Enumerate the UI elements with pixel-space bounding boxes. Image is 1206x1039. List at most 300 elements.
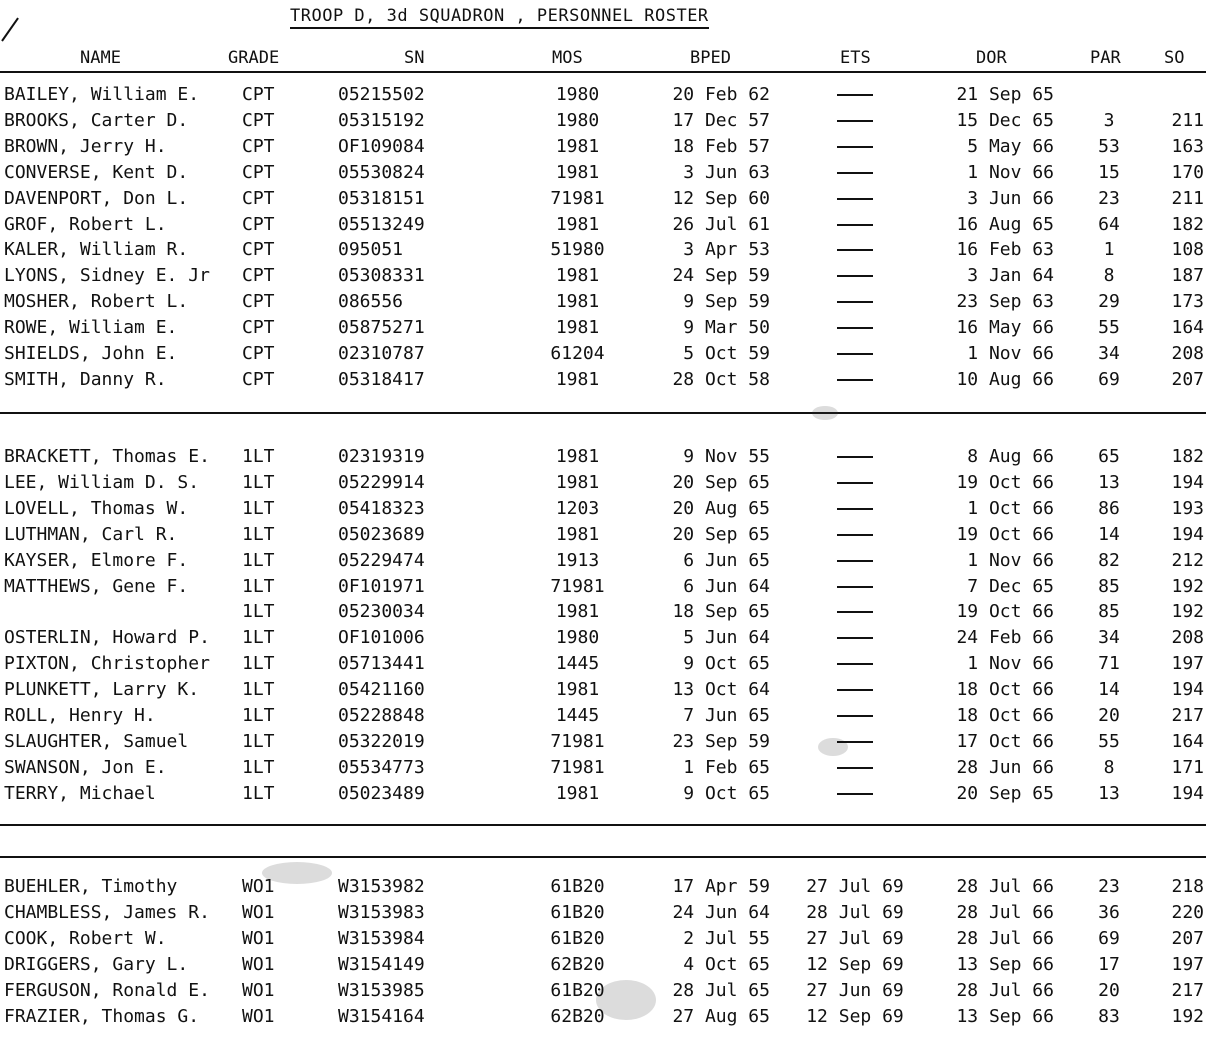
cell-bped: 24 Jun 64 [672, 901, 770, 923]
cell-sn: 05229914 [338, 471, 425, 493]
cell-par: 69 [1098, 927, 1120, 949]
cell-par: 55 [1098, 317, 1120, 339]
table-row [0, 446, 1206, 472]
cell-par: 83 [1098, 1005, 1120, 1027]
cell-so: 217 [1171, 705, 1204, 726]
cell-so: 193 [1171, 497, 1204, 519]
cell-bped: 9 Mar 50 [683, 317, 770, 339]
ink-blot [812, 406, 838, 420]
cell-grade: 1LT [242, 756, 275, 778]
ets-dash [837, 120, 873, 122]
cell-dor: 3 Jan 64 [967, 265, 1054, 287]
ets-dash [837, 637, 873, 639]
cell-ets [790, 291, 920, 313]
cell-dor: 1 Nov 66 [967, 653, 1054, 675]
cell-ets: 12 Sep 69 [806, 1005, 904, 1027]
cell-so: 187 [1171, 265, 1204, 287]
cell-name: FERGUSON, Ronald E. [4, 979, 210, 1001]
cell-mos: 1981 [555, 368, 600, 390]
cell-ets: 27 Jul 69 [806, 927, 904, 949]
header-dor: DOR [976, 48, 1007, 68]
cell-mos: 1981 [555, 782, 600, 804]
cell-name: BRACKETT, Thomas E. [4, 446, 210, 467]
cell-mos: 61B20 [550, 979, 605, 1001]
cell-dor: 16 May 66 [956, 317, 1054, 339]
cell-dor: 19 Oct 66 [956, 601, 1054, 623]
cell-bped: 23 Sep 59 [672, 730, 770, 752]
ets-dash [837, 767, 873, 769]
roster-title: TROOP D, 3d SQUADRON , PERSONNEL ROSTER [290, 6, 709, 29]
cell-ets [790, 757, 920, 779]
cell-mos: 1203 [555, 497, 600, 519]
cell-dor: 1 Nov 66 [967, 549, 1054, 571]
ets-dash [837, 94, 873, 96]
cell-bped: 20 Sep 65 [672, 523, 770, 545]
cell-ets [790, 84, 920, 106]
header-so: SO [1164, 48, 1185, 68]
cell-name: CONVERSE, Kent D. [4, 161, 189, 183]
cell-par: 69 [1098, 368, 1120, 390]
cell-grade: 1LT [242, 601, 275, 623]
cell-so: 208 [1171, 343, 1204, 364]
cell-ets [790, 601, 920, 623]
cell-bped: 27 Aug 65 [672, 1005, 770, 1027]
cell-mos: 1445 [555, 653, 600, 675]
cell-par: 8 [1103, 756, 1115, 778]
cell-ets [790, 550, 920, 572]
cell-ets [790, 162, 920, 184]
table-row [0, 265, 1206, 291]
cell-par: 23 [1098, 876, 1120, 897]
cell-grade: 1LT [242, 446, 275, 467]
cell-so: 194 [1171, 679, 1204, 701]
cell-sn: OF101006 [338, 627, 425, 649]
cell-bped: 9 Sep 59 [683, 291, 770, 313]
cell-sn: 05534773 [338, 756, 425, 778]
cell-mos: 71981 [550, 187, 605, 209]
cell-mos: 61204 [550, 343, 605, 364]
ets-dash [837, 379, 873, 381]
cell-so: 220 [1171, 901, 1204, 923]
cell-grade: WO1 [242, 979, 275, 1001]
ets-dash [837, 560, 873, 562]
cell-mos: 1981 [555, 213, 600, 235]
cell-grade: 1LT [242, 653, 275, 675]
cell-so: 108 [1171, 239, 1204, 261]
cell-name: TERRY, Michael [4, 782, 156, 804]
table-row [0, 954, 1206, 980]
table-row [0, 601, 1206, 627]
cell-bped: 17 Apr 59 [672, 876, 770, 897]
ets-dash [837, 482, 873, 484]
cell-grade: CPT [242, 265, 275, 287]
cell-ets [790, 653, 920, 675]
cell-dor: 17 Oct 66 [956, 730, 1054, 752]
cell-name: LOVELL, Thomas W. [4, 497, 189, 519]
cell-so: 217 [1171, 979, 1204, 1001]
cell-sn: 05308331 [338, 265, 425, 287]
cell-par: 17 [1098, 953, 1120, 975]
ets-dash [837, 172, 873, 174]
table-row [0, 902, 1206, 928]
ets-dash [837, 715, 873, 717]
cell-sn: W3153983 [338, 901, 425, 923]
cell-ets [790, 317, 920, 339]
cell-dor: 16 Feb 63 [956, 239, 1054, 261]
cell-mos: 71981 [550, 575, 605, 597]
cell-name: DRIGGERS, Gary L. [4, 953, 189, 975]
cell-bped: 5 Jun 64 [683, 627, 770, 649]
cell-name: MOSHER, Robert L. [4, 291, 189, 313]
table-row [0, 291, 1206, 317]
cell-mos: 61B20 [550, 876, 605, 897]
cell-ets [790, 524, 920, 546]
cell-grade: CPT [242, 291, 275, 313]
cell-ets [790, 498, 920, 520]
cell-name: SWANSON, Jon E. [4, 756, 167, 778]
cell-dor: 19 Oct 66 [956, 523, 1054, 545]
cell-sn: 05421160 [338, 679, 425, 701]
cell-grade: 1LT [242, 705, 275, 726]
cell-ets: 28 Jul 69 [806, 901, 904, 923]
cell-mos: 61B20 [550, 927, 605, 949]
cell-sn: W3153982 [338, 876, 425, 897]
table-row [0, 162, 1206, 188]
group-separator [0, 412, 1206, 414]
cell-sn: 05023489 [338, 782, 425, 804]
cell-sn: W3153984 [338, 927, 425, 949]
ets-dash [837, 249, 873, 251]
cell-bped: 2 Jul 55 [683, 927, 770, 949]
cell-ets [790, 343, 920, 365]
corner-mark [1, 17, 19, 41]
cell-sn: 05322019 [338, 730, 425, 752]
cell-mos: 1980 [555, 627, 600, 649]
cell-bped: 18 Feb 57 [672, 135, 770, 157]
cell-sn: OF109084 [338, 135, 425, 157]
cell-so: 164 [1171, 317, 1204, 339]
cell-so: 211 [1171, 109, 1204, 131]
cell-name: BROWN, Jerry H. [4, 135, 167, 157]
cell-bped: 24 Sep 59 [672, 265, 770, 287]
table-row [0, 110, 1206, 136]
cell-dor: 28 Jul 66 [956, 927, 1054, 949]
cell-grade: 1LT [242, 782, 275, 804]
cell-dor: 18 Oct 66 [956, 679, 1054, 701]
ets-dash [837, 146, 873, 148]
cell-sn: 05318151 [338, 187, 425, 209]
cell-bped: 13 Oct 64 [672, 679, 770, 701]
ets-dash [837, 534, 873, 536]
cell-sn: 05418323 [338, 497, 425, 519]
cell-bped: 28 Jul 65 [672, 979, 770, 1001]
cell-so: 194 [1171, 523, 1204, 545]
cell-par: 8 [1103, 265, 1115, 287]
cell-grade: WO1 [242, 1005, 275, 1027]
ets-dash [837, 353, 873, 355]
cell-bped: 18 Sep 65 [672, 601, 770, 623]
header-bped: BPED [690, 48, 731, 68]
ets-dash [837, 327, 873, 329]
ets-dash [837, 456, 873, 458]
cell-mos: 1981 [555, 135, 600, 157]
cell-grade: WO1 [242, 901, 275, 923]
cell-sn: 0F101971 [338, 575, 425, 597]
cell-grade: CPT [242, 213, 275, 235]
table-row [0, 876, 1206, 902]
cell-grade: CPT [242, 109, 275, 131]
cell-grade: WO1 [242, 953, 275, 975]
table-row [0, 576, 1206, 602]
cell-ets [790, 472, 920, 494]
cell-dor: 23 Sep 63 [956, 291, 1054, 313]
table-row [0, 783, 1206, 809]
cell-grade: 1LT [242, 549, 275, 571]
cell-bped: 6 Jun 65 [683, 549, 770, 571]
cell-mos: 1980 [555, 109, 600, 131]
cell-par: 55 [1098, 730, 1120, 752]
cell-par: 15 [1098, 161, 1120, 183]
cell-par: 14 [1098, 523, 1120, 545]
cell-so: 218 [1171, 876, 1204, 897]
header-mos: MOS [552, 48, 583, 68]
cell-par: 85 [1098, 575, 1120, 597]
ets-dash [837, 301, 873, 303]
cell-dor: 1 Oct 66 [967, 497, 1054, 519]
cell-name: SMITH, Danny R. [4, 368, 167, 390]
cell-mos: 1981 [555, 523, 600, 545]
cell-bped: 28 Oct 58 [672, 368, 770, 390]
cell-dor: 1 Nov 66 [967, 343, 1054, 364]
cell-ets [790, 576, 920, 598]
cell-mos: 62B20 [550, 953, 605, 975]
cell-ets [790, 110, 920, 132]
cell-par: 34 [1098, 343, 1120, 364]
table-row [0, 980, 1206, 1006]
cell-bped: 1 Feb 65 [683, 756, 770, 778]
cell-sn: 05230034 [338, 601, 425, 623]
cell-grade: 1LT [242, 575, 275, 597]
cell-dor: 10 Aug 66 [956, 368, 1054, 390]
cell-grade: 1LT [242, 523, 275, 545]
cell-so: 182 [1171, 213, 1204, 235]
table-row [0, 214, 1206, 240]
cell-ets: 27 Jun 69 [806, 979, 904, 1001]
cell-dor: 20 Sep 65 [956, 782, 1054, 804]
ets-dash [837, 275, 873, 277]
ets-dash [837, 586, 873, 588]
cell-so: 208 [1171, 627, 1204, 649]
table-row [0, 653, 1206, 679]
cell-bped: 20 Sep 65 [672, 471, 770, 493]
cell-grade: 1LT [242, 497, 275, 519]
cell-dor: 28 Jul 66 [956, 979, 1054, 1001]
table-row [0, 550, 1206, 576]
cell-par: 53 [1098, 135, 1120, 157]
ets-dash [837, 793, 873, 795]
header-sn: SN [404, 48, 425, 68]
cell-dor: 13 Sep 66 [956, 1005, 1054, 1027]
cell-mos: 71981 [550, 730, 605, 752]
table-row [0, 136, 1206, 162]
cell-dor: 28 Jun 66 [956, 756, 1054, 778]
cell-dor: 21 Sep 65 [956, 84, 1054, 105]
table-row [0, 705, 1206, 731]
cell-dor: 28 Jul 66 [956, 876, 1054, 897]
ets-dash [837, 741, 873, 743]
group-separator [0, 856, 1206, 858]
cell-ets [790, 369, 920, 391]
cell-ets [790, 705, 920, 727]
cell-mos: 1981 [555, 161, 600, 183]
cell-par: 23 [1098, 187, 1120, 209]
cell-name: PLUNKETT, Larry K. [4, 679, 200, 701]
ets-dash [837, 611, 873, 613]
table-row [0, 757, 1206, 783]
cell-name: BROOKS, Carter D. [4, 109, 189, 131]
cell-sn: 05875271 [338, 317, 425, 339]
cell-dor: 24 Feb 66 [956, 627, 1054, 649]
cell-ets: 27 Jul 69 [806, 876, 904, 897]
cell-bped: 3 Jun 63 [683, 161, 770, 183]
cell-par: 13 [1098, 782, 1120, 804]
cell-bped: 20 Feb 62 [672, 84, 770, 105]
cell-name: COOK, Robert W. [4, 927, 167, 949]
cell-par: 13 [1098, 471, 1120, 493]
cell-name: SHIELDS, John E. [4, 343, 178, 364]
cell-dor: 5 May 66 [967, 135, 1054, 157]
cell-sn: 02319319 [338, 446, 425, 467]
cell-grade: CPT [242, 239, 275, 261]
cell-par: 36 [1098, 901, 1120, 923]
cell-par: 1 [1103, 239, 1115, 261]
cell-sn: 086556 [338, 291, 404, 313]
cell-name: DAVENPORT, Don L. [4, 187, 189, 209]
cell-dor: 15 Dec 65 [956, 109, 1054, 131]
table-row [0, 472, 1206, 498]
cell-sn: 05229474 [338, 549, 425, 571]
cell-ets [790, 265, 920, 287]
header-ets: ETS [840, 48, 871, 68]
cell-mos: 1981 [555, 679, 600, 701]
cell-grade: 1LT [242, 679, 275, 701]
cell-name: BUEHLER, Timothy [4, 876, 178, 897]
table-row [0, 317, 1206, 343]
table-row [0, 343, 1206, 369]
cell-sn: W3154164 [338, 1005, 425, 1027]
cell-sn: 05023689 [338, 523, 425, 545]
cell-so: 192 [1171, 1005, 1204, 1027]
ets-dash [837, 508, 873, 510]
cell-bped: 4 Oct 65 [683, 953, 770, 975]
cell-name: BAILEY, William E. [4, 84, 200, 105]
cell-mos: 71981 [550, 756, 605, 778]
cell-so: 207 [1171, 927, 1204, 949]
cell-dor: 13 Sep 66 [956, 953, 1054, 975]
cell-so: 194 [1171, 471, 1204, 493]
cell-sn: 02310787 [338, 343, 425, 364]
cell-bped: 3 Apr 53 [683, 239, 770, 261]
cell-dor: 8 Aug 66 [967, 446, 1054, 467]
cell-mos: 61B20 [550, 901, 605, 923]
table-row [0, 731, 1206, 757]
ets-dash [837, 663, 873, 665]
cell-so: 197 [1171, 653, 1204, 675]
cell-bped: 26 Jul 61 [672, 213, 770, 235]
cell-bped: 17 Dec 57 [672, 109, 770, 131]
cell-so: 192 [1171, 601, 1204, 623]
group-separator [0, 824, 1206, 826]
cell-so: 182 [1171, 446, 1204, 467]
table-row [0, 928, 1206, 954]
header-grade: GRADE [228, 48, 280, 68]
cell-dor: 19 Oct 66 [956, 471, 1054, 493]
cell-name: CHAMBLESS, James R. [4, 901, 210, 923]
cell-sn: 05215502 [338, 84, 425, 105]
cell-bped: 9 Oct 65 [683, 782, 770, 804]
cell-ets [790, 188, 920, 210]
cell-par: 71 [1098, 653, 1120, 675]
cell-so: 173 [1171, 291, 1204, 313]
cell-so: 164 [1171, 730, 1204, 752]
cell-grade: CPT [242, 135, 275, 157]
cell-so: 211 [1171, 187, 1204, 209]
cell-dor: 28 Jul 66 [956, 901, 1054, 923]
table-row [0, 524, 1206, 550]
table-row [0, 679, 1206, 705]
cell-ets [790, 239, 920, 261]
cell-dor: 3 Jun 66 [967, 187, 1054, 209]
cell-so: 194 [1171, 782, 1204, 804]
cell-par: 65 [1098, 446, 1120, 467]
cell-sn: 05530824 [338, 161, 425, 183]
cell-ets [790, 627, 920, 649]
cell-ets [790, 446, 920, 468]
cell-mos: 1981 [555, 601, 600, 623]
cell-grade: CPT [242, 343, 275, 364]
cell-name: ROLL, Henry H. [4, 705, 156, 726]
cell-bped: 9 Nov 55 [683, 446, 770, 467]
ets-dash [837, 224, 873, 226]
cell-name: FRAZIER, Thomas G. [4, 1005, 200, 1027]
cell-so: 163 [1171, 135, 1204, 157]
cell-bped: 12 Sep 60 [672, 187, 770, 209]
cell-sn: 05315192 [338, 109, 425, 131]
cell-mos: 1981 [555, 446, 600, 467]
cell-grade: WO1 [242, 876, 275, 897]
cell-grade: CPT [242, 161, 275, 183]
cell-par: 14 [1098, 679, 1120, 701]
cell-name: ROWE, William E. [4, 317, 178, 339]
cell-sn: 05318417 [338, 368, 425, 390]
table-row [0, 627, 1206, 653]
cell-par: 29 [1098, 291, 1120, 313]
table-row [0, 84, 1206, 110]
header-name: NAME [80, 48, 121, 68]
cell-mos: 1980 [555, 84, 600, 105]
ets-dash [837, 689, 873, 691]
cell-sn: 05713441 [338, 653, 425, 675]
cell-name: LEE, William D. S. [4, 471, 200, 493]
cell-ets [790, 783, 920, 805]
header-par: PAR [1090, 48, 1121, 68]
cell-mos: 51980 [550, 239, 605, 261]
cell-mos: 1445 [555, 705, 600, 726]
cell-dor: 18 Oct 66 [956, 705, 1054, 726]
table-row [0, 498, 1206, 524]
cell-par: 64 [1098, 213, 1120, 235]
cell-bped: 6 Jun 64 [683, 575, 770, 597]
